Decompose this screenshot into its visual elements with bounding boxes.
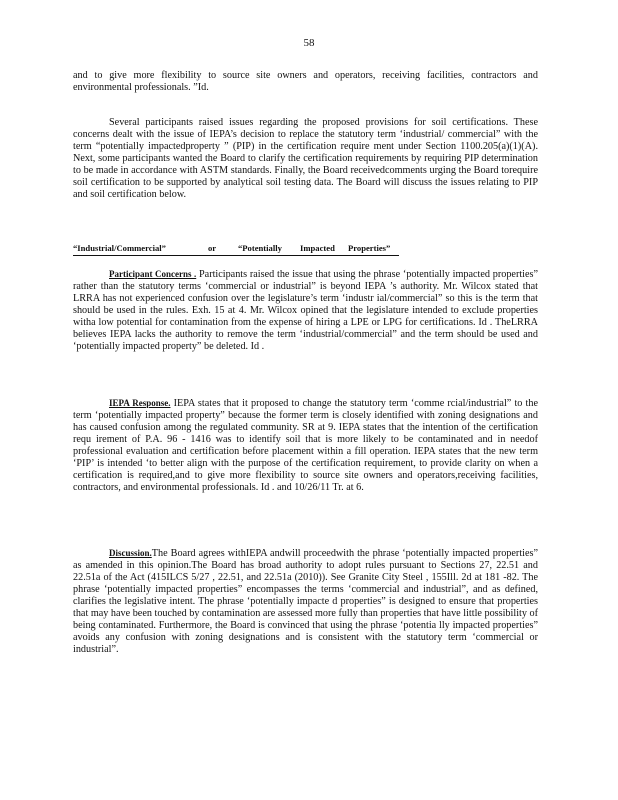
heading-part: Properties” xyxy=(348,243,391,253)
paragraph-text xyxy=(73,397,538,494)
paragraph-discussion xyxy=(73,547,538,656)
heading-part: “Potentially xyxy=(238,243,282,253)
subsection-label: Participant Concerns . xyxy=(109,269,197,279)
paragraph-participant-concerns xyxy=(73,268,538,353)
heading-part: Impacted xyxy=(300,243,335,253)
heading-part: “Industrial/Commercial” xyxy=(73,243,166,253)
section-heading xyxy=(73,242,399,256)
paragraph-soil-certifications xyxy=(73,117,538,201)
paragraph-text xyxy=(73,547,538,656)
subsection-label: Discussion. xyxy=(109,548,152,558)
subsection-body: IEPA states that it proposed to change the statutory term ‘comme rcial/industrial” to the term ‘potentially impacted property” because the former term is closely identified with zoning designations and has caused confusion among the regulated community. SR at 9. IEPA states that the intention of the certification requ irement of P.A. 96 - 1416 was to identify soil that is more likely to be contaminated and in needof professional evaluation and certification before placement within a fill operation. IEPA states that the new term ‘PIP’ is intended ‘to better align with the purpose of the certification requirement, to provide clarity on when a certification is required,and to give more flexibility to source site owners and operators,receiving facilities, contractors, and environmental professionals. Id . and 10/26/11 Tr. at 6. xyxy=(73,398,539,493)
paragraph-iepa-response xyxy=(73,397,538,494)
paragraph-text xyxy=(73,268,538,353)
subsection-body: Participants raised the issue that using the phrase ‘potentially impacted properties” rather than the statutory terms ‘commercial or industrial” is beyond IEPA ’s authority. Mr. Wilcox stated that LRRA has not experienced confusion over the legislature’s term ‘industr ial/commercial” so this is the term that should be used in the rules. Exh. 15 at 4. Mr. Wilcox opined that the legislature intended to exclude properties witha low potential for contamination from the expense of hiring a LPE or LPG for certifications. Id . TheLRRA believes IEPA lacks the authority to remove the term ‘industrial/commercial” and the term should be used and ‘potentially impacted property” be deleted. Id . xyxy=(73,269,538,352)
subsection-label: IEPA Response. xyxy=(109,398,171,408)
subsection-body: The Board agrees withIEPA andwill proceedwith the phrase ‘potentially impacted properties” as amended in this opinion.The Board has broad authority to adopt rules pursuant to Sections 27, 22.51 and 22.51a of the Act (415ILCS 5/27 , 22.51, and 22.51a (2010)). See Granite City Steel , 155Ill. 2d at 181 -82. The phrase ‘potentially impacted properties” encompasses the terms ‘commercial and industrial”, and as defined, clarifies the legislative intent. The phrase ‘potentially impacte d properties” is designed to ensure that properties that may have been touched by contamination are assessed more fully than properties that have little possibility of being contaminated. Furthermore, the Board is convinced that using the phrase ‘potentia lly impacted properties” avoids any confusion with zoning designations and is consistent with the statutory term ‘commercial or industrial”. xyxy=(73,548,538,655)
paragraph-text: and to give more flexibility to source site owners and operators, receiving facilities, contractors and environmental professionals. ”Id. xyxy=(73,70,538,93)
page-number: 58 xyxy=(303,37,315,49)
paragraph-text: Several participants raised issues regarding the proposed provisions for soil certifications. These concerns dealt with the issue of IEPA’s decision to replace the statutory term ‘industrial/ commercial” with the term “potentially impactedproperty ” (PIP) in the certification require ment under Section 1100.205(a)(1)(A). Next, some participants wanted the Board to clarify the certification requirements by requiring PIP determination to be made in accordance with ASTM standards. Finally, the Board receivedcomments urging the Board torequire soil certification to be supported by analytical soil testing data. The Board will discuss the issues relating to PIP and soil certification below. xyxy=(73,117,538,200)
heading-part: or xyxy=(208,243,217,253)
paragraph-intro-continuation xyxy=(73,70,538,94)
